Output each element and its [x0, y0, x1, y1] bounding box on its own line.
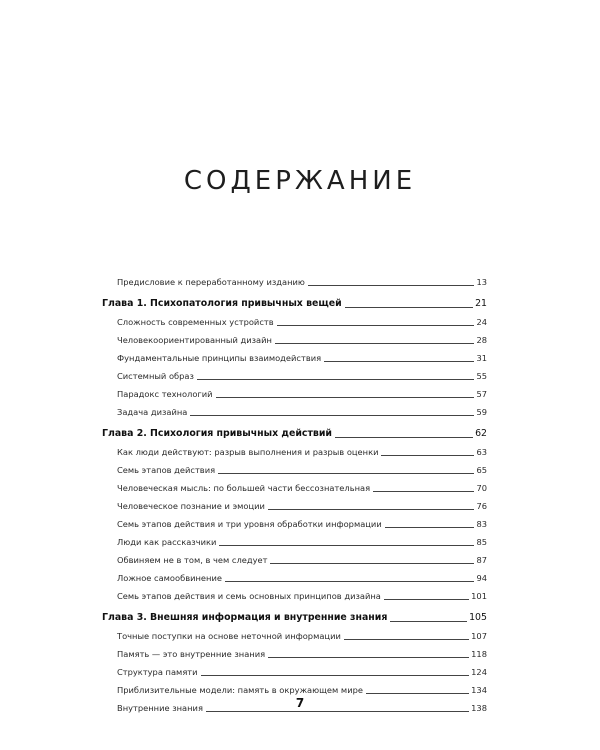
toc-entry	[102, 440, 487, 458]
page-title: СОДЕРЖАНИЕ	[183, 166, 417, 196]
toc-page-number: 138	[471, 703, 487, 713]
toc-entry-title: Парадокс технологий	[117, 389, 213, 399]
toc-page-number: 134	[471, 685, 487, 695]
toc-leader-line	[384, 598, 469, 600]
toc-entry-title: Человеческая мысль: по большей части бессознательная	[117, 483, 371, 493]
toc-page-number: 85	[476, 537, 487, 547]
toc-leader-line	[344, 638, 469, 640]
toc-chapter-title: Глава 3. Внешняя информация и внутренние знания	[102, 612, 388, 623]
toc-entry	[102, 458, 487, 476]
toc-entry	[102, 584, 487, 602]
toc-entry	[102, 382, 487, 400]
toc-page-number: 70	[476, 483, 487, 493]
toc-entry-title: Точные поступки на основе неточной информации	[117, 631, 341, 641]
toc-leader-line	[219, 544, 474, 546]
toc-page-number: 28	[476, 335, 487, 345]
toc-leader-line	[308, 284, 475, 286]
toc-entry-title: Структура памяти	[117, 667, 198, 677]
toc-entry	[102, 310, 487, 328]
toc-page-number: 118	[471, 649, 487, 659]
toc-page-number: 63	[476, 447, 487, 457]
toc-entry	[102, 476, 487, 494]
toc-leader-line	[345, 306, 473, 308]
toc-page-number: 65	[476, 465, 487, 475]
toc-leader-line	[216, 396, 475, 398]
toc-entry-title: Сложность современных устройств	[117, 317, 274, 327]
toc-entry	[102, 400, 487, 418]
toc-entry	[102, 364, 487, 382]
toc-chapter-title: Глава 1. Психопатология привычных вещей	[102, 298, 342, 309]
toc-entry-title: Люди как рассказчики	[117, 537, 217, 547]
toc-page-number: 107	[471, 631, 487, 641]
toc-leader-line	[373, 490, 474, 492]
toc-entry	[102, 530, 487, 548]
toc-entry	[102, 512, 487, 530]
toc-leader-line	[225, 580, 474, 582]
toc-entry	[102, 346, 487, 364]
toc-entry	[102, 328, 487, 346]
toc-page-number: 13	[476, 277, 487, 287]
toc-entry-title: Ложное самообвинение	[117, 573, 222, 583]
toc-page-number: 57	[476, 389, 487, 399]
toc-entry-preface	[102, 270, 487, 288]
toc-chapter-1	[102, 292, 487, 310]
toc-entry	[102, 678, 487, 696]
toc-chapter-title: Глава 2. Психология привычных действий	[102, 428, 332, 439]
page-number: 7	[295, 696, 305, 710]
toc-leader-line	[218, 472, 474, 474]
toc-entry-title: Семь этапов действия и три уровня обработки информации	[117, 519, 382, 529]
toc-entry-title: Память — это внутренние знания	[117, 649, 266, 659]
toc-entry	[102, 566, 487, 584]
toc-entry-title: Предисловие к переработанному изданию	[117, 277, 305, 287]
toc-page-number: 124	[471, 667, 487, 677]
toc-page-number: 59	[476, 407, 487, 417]
toc-entry-title: Фундаментальные принципы взаимодействия	[117, 353, 322, 363]
toc-leader-line	[385, 526, 475, 528]
toc-leader-line	[268, 508, 475, 510]
toc-entry-title: Человекоориентированный дизайн	[117, 335, 272, 345]
toc-page-number: 31	[476, 353, 487, 363]
toc-entry	[102, 642, 487, 660]
toc-leader-line	[197, 378, 475, 380]
toc-leader-line	[324, 360, 474, 362]
toc-page-number: 62	[475, 428, 487, 439]
toc-leader-line	[201, 674, 470, 676]
toc-page-number: 94	[476, 573, 487, 583]
toc-leader-line	[335, 436, 473, 438]
toc-leader-line	[390, 620, 467, 622]
toc-leader-line	[275, 342, 475, 344]
toc-leader-line	[381, 454, 474, 456]
toc-chapter-3	[102, 606, 487, 624]
toc-page-number: 24	[476, 317, 487, 327]
toc-entry-title: Обвиняем не в том, в чем следует	[117, 555, 268, 565]
toc-entry	[102, 494, 487, 512]
toc-entry-title: Семь этапов действия	[117, 465, 216, 475]
toc-entry	[102, 548, 487, 566]
toc-entry-title: Задача дизайна	[117, 407, 188, 417]
toc-leader-line	[268, 656, 469, 658]
toc-page-number: 21	[475, 298, 487, 309]
toc-page-number: 101	[471, 591, 487, 601]
toc-entry-title: Внутренние знания	[117, 703, 203, 713]
toc-entry-title: Как люди действуют: разрыв выполнения и разрыв оценки	[117, 447, 379, 457]
toc-leader-line	[277, 324, 475, 326]
toc-page-number: 55	[476, 371, 487, 381]
toc-leader-line	[270, 562, 474, 564]
toc-leader-line	[190, 414, 474, 416]
toc-page-number: 87	[476, 555, 487, 565]
toc-chapter-2	[102, 422, 487, 440]
toc-entry-title: Приблизительные модели: память в окружающем мире	[117, 685, 363, 695]
toc-entry-title: Системный образ	[117, 371, 194, 381]
toc-page-number: 105	[469, 612, 487, 623]
toc-entry-title: Человеческое познание и эмоции	[117, 501, 265, 511]
toc-leader-line	[366, 692, 469, 694]
toc-entry-title: Семь этапов действия и семь основных принципов дизайна	[117, 591, 381, 601]
toc-entry	[102, 624, 487, 642]
toc-entry	[102, 660, 487, 678]
toc-page-number: 83	[476, 519, 487, 529]
toc-page-number: 76	[476, 501, 487, 511]
table-of-contents	[102, 270, 487, 714]
toc-leader-line	[206, 710, 469, 712]
